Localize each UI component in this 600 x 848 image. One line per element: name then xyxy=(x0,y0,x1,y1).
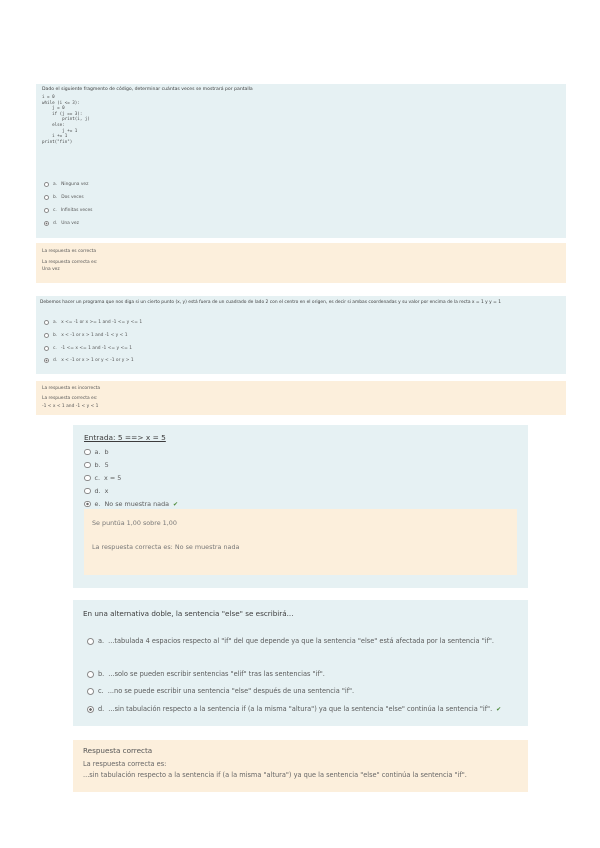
radio-selected-icon[interactable] xyxy=(87,706,94,713)
radio-icon[interactable] xyxy=(44,208,49,213)
radio-icon[interactable] xyxy=(44,346,49,351)
q3-option-e[interactable]: e. No se muestra nada ✔ xyxy=(84,500,178,508)
radio-icon[interactable] xyxy=(44,320,49,325)
q1-option-b[interactable]: b. Dos veces xyxy=(44,195,84,200)
q2-option-c[interactable]: c. -1 <= x <= 1 and -1 <= y <= 1 xyxy=(44,346,132,351)
correct-answer-text: La respuesta correcta es: No se muestra nada xyxy=(92,543,240,551)
question-3-feedback xyxy=(84,509,517,575)
radio-icon[interactable] xyxy=(84,449,91,456)
question-1-feedback: La respuesta es correcta La respuesta correcta es: Una vez xyxy=(36,243,566,283)
q2-option-d[interactable]: d. x < -1 or x > 1 or y < -1 or y > 1 xyxy=(44,358,134,363)
radio-icon[interactable] xyxy=(44,182,49,187)
question-4-card xyxy=(73,600,528,726)
q4-option-d[interactable]: d. ...sin tabulación respecto a la sentencia if (a la misma "altura") ya que la sentencia "else" continúa la sentencia "if". ✔ xyxy=(87,705,501,713)
radio-icon[interactable] xyxy=(44,195,49,200)
radio-icon[interactable] xyxy=(87,671,94,678)
q4-option-b[interactable]: b. ...solo se pueden escribir sentencias "elif" tras las sentencias "if". xyxy=(87,670,325,678)
radio-selected-icon[interactable] xyxy=(84,501,91,508)
feedback-title: Respuesta correcta xyxy=(83,746,153,755)
question-2-statement: Debemos hacer un programa que nos diga si un cierto punto (x, y) está fuera de un cuadrado de lado 2 con el centro en el origen, es decir si ambas coordenadas y su valor por encima de la recta x = 1 y y = 1 xyxy=(40,300,502,305)
radio-icon[interactable] xyxy=(84,488,91,495)
question-1-statement: Dado el siguiente fragmento de código, determinar cuántas veces se mostrará por pantalla xyxy=(42,87,253,92)
checkmark-icon: ✔ xyxy=(496,705,502,713)
q4-option-c[interactable]: c. ...no se puede escribir una sentencia "else" después de una sentencia "if". xyxy=(87,687,354,695)
question-1-card xyxy=(36,84,566,238)
question-3-statement: Entrada: 5 ==> x = 5 xyxy=(84,433,166,442)
radio-selected-icon[interactable] xyxy=(44,358,49,363)
question-2-feedback: La respuesta es incorrecta La respuesta correcta es: -1 < x < 1 and -1 < y < 1 xyxy=(36,381,566,415)
q3-option-a[interactable]: a. b xyxy=(84,448,109,456)
radio-icon[interactable] xyxy=(44,333,49,338)
checkmark-icon: ✔ xyxy=(173,500,179,508)
radio-icon[interactable] xyxy=(87,688,94,695)
radio-icon[interactable] xyxy=(84,462,91,469)
question-2-card xyxy=(36,296,566,374)
q2-option-b[interactable]: b. x < -1 or x > 1 and -1 < y < 1 xyxy=(44,333,128,338)
q2-option-a[interactable]: a. x <= -1 or x >= 1 and -1 <= y <= 1 xyxy=(44,320,142,325)
q1-option-d[interactable]: d. Una vez xyxy=(44,221,79,226)
question-1-code: i = 0 while (i <= 3): j = 0 if (j == 3): print(i, j) else: j += 1 i += 1 print("fin") xyxy=(42,94,90,144)
q4-option-a[interactable]: a. ...tabulada 4 espacios respecto al "if" del que depende ya que la sentencia "else" está afectada por la sentencia "if". xyxy=(87,637,494,645)
q3-option-b[interactable]: b. 5 xyxy=(84,461,109,469)
q3-option-c[interactable]: c. x = 5 xyxy=(84,474,121,482)
radio-selected-icon[interactable] xyxy=(44,221,49,226)
q3-option-d[interactable]: d. x xyxy=(84,487,108,495)
grade-text: Se puntúa 1,00 sobre 1,00 xyxy=(92,519,177,527)
q1-option-c[interactable]: c. Infinitas veces xyxy=(44,208,92,213)
q1-option-a[interactable]: a. Ninguna vez xyxy=(44,182,88,187)
question-4-feedback: Respuesta correcta La respuesta correcta es: ...sin tabulación respecto a la sentencia if (a la misma "altura") ya que la sentencia "else" continúa la sentencia "if". xyxy=(73,740,528,792)
question-4-statement: En una alternativa doble, la sentencia "else" se escribirá... xyxy=(83,609,294,618)
radio-icon[interactable] xyxy=(84,475,91,482)
radio-icon[interactable] xyxy=(87,638,94,645)
question-3-card xyxy=(73,425,528,588)
